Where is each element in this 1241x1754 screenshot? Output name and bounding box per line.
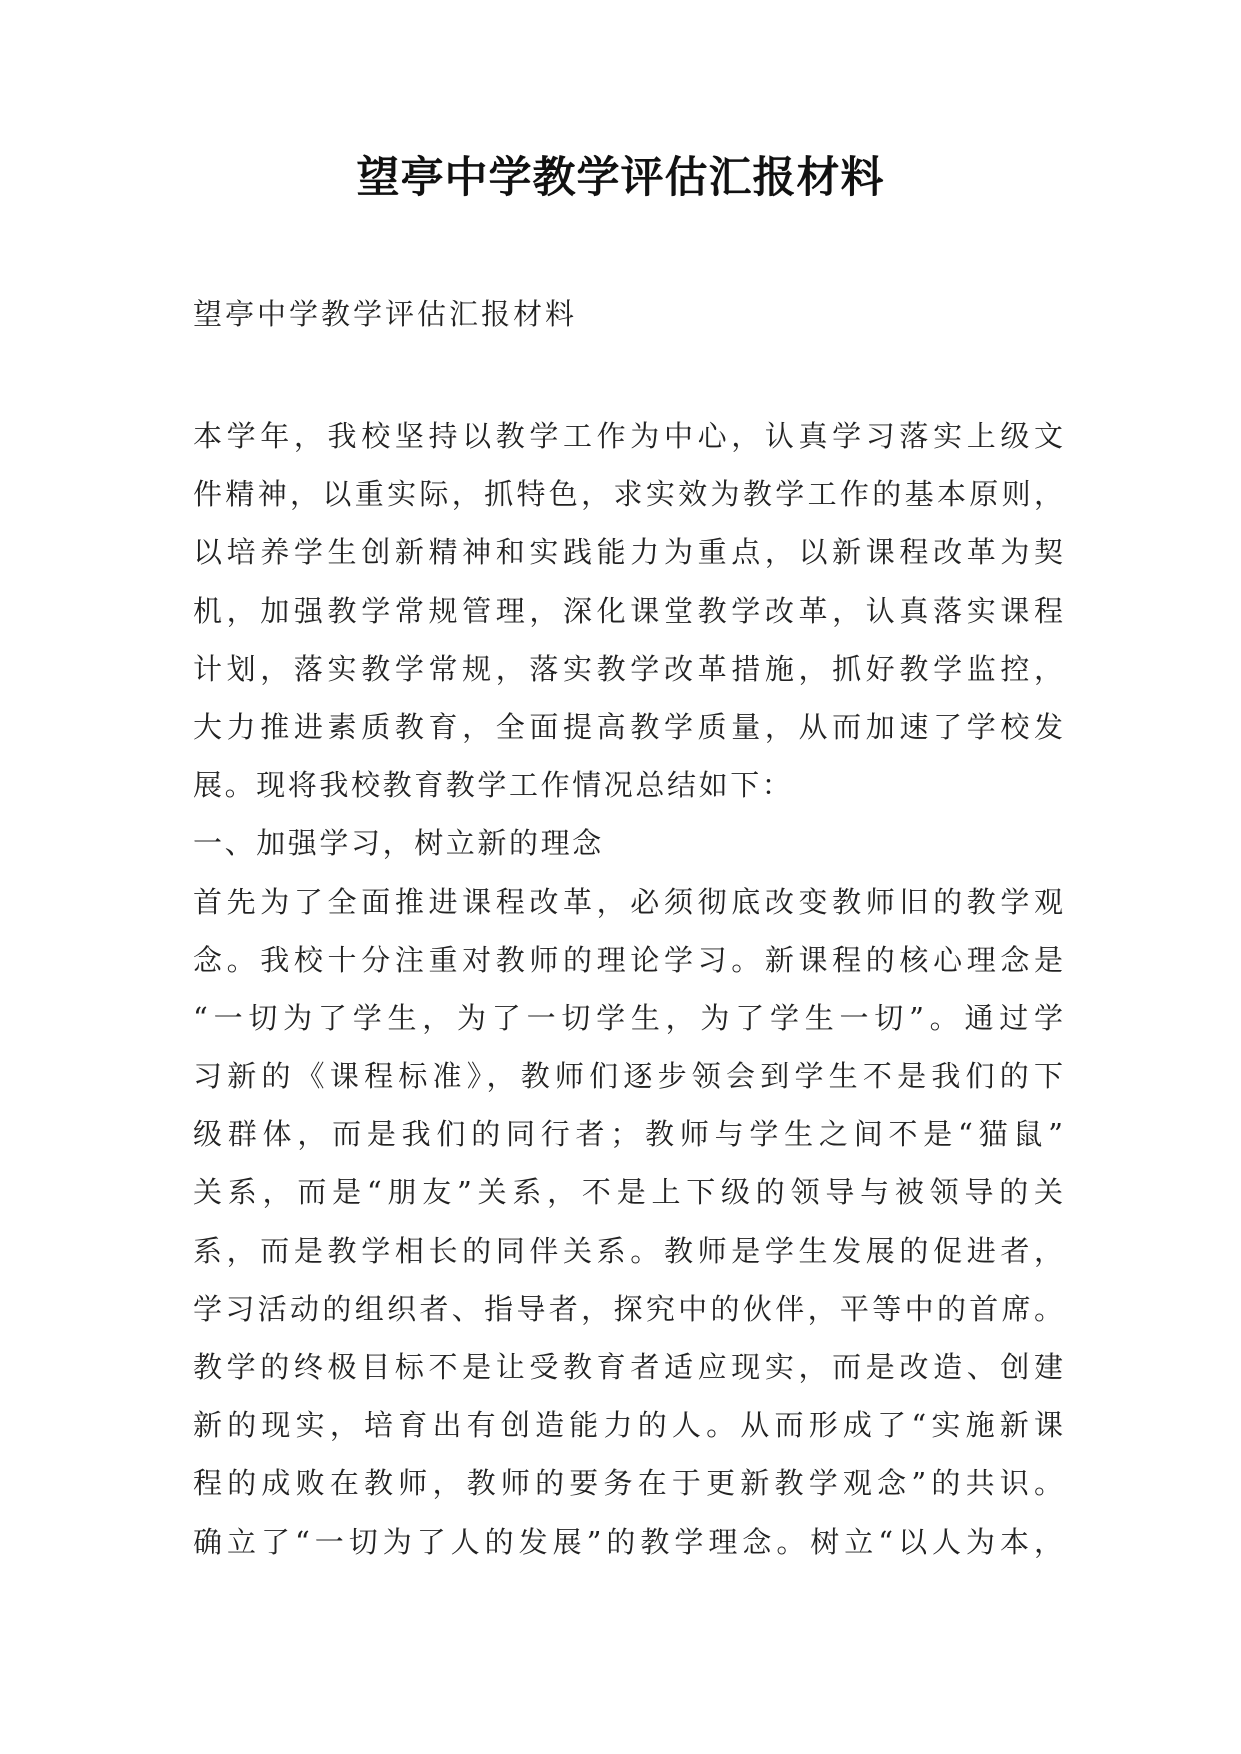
document-body [193, 407, 1063, 1571]
document-subtitle: 望亭中学教学评估汇报材料 [193, 297, 578, 331]
body-line: 本学年，我校坚持以教学工作为中心，认真学习落实上级文 [193, 419, 1063, 453]
body-line: 以培养学生创新精神和实践能力为重点，以新课程改革为契 [193, 535, 1063, 570]
body-line: 程的成败在教师，教师的要务在于更新教学观念”的共识。 [193, 1466, 1063, 1501]
body-line: 计划，落实教学常规，落实教学改革措施，抓好教学监控， [193, 651, 1063, 686]
body-line: 习新的《课程标准》，教师们逐步领会到学生不是我们的下 [193, 1059, 1063, 1094]
body-line: 件精神，以重实际，抓特色，求实效为教学工作的基本原则， [193, 477, 1063, 512]
body-line: 新的现实，培育出有创造能力的人。从而形成了“实施新课 [193, 1408, 1063, 1443]
body-line: 级群体，而是我们的同行者；教师与学生之间不是“猫鼠” [193, 1117, 1063, 1152]
body-line: 展。现将我校教育教学工作情况总结如下： [193, 768, 794, 803]
body-line: “一切为了学生，为了一切学生，为了学生一切”。通过学 [193, 1000, 1063, 1035]
body-line: 确立了“一切为了人的发展”的教学理念。树立“以人为本， [193, 1524, 1063, 1559]
document-title: 望亭中学教学评估汇报材料 [356, 153, 885, 203]
body-line: 念。我校十分注重对教师的理论学习。新课程的核心理念是 [193, 942, 1063, 977]
body-line: 学习活动的组织者、指导者，探究中的伙伴，平等中的首席。 [193, 1291, 1063, 1326]
body-line: 教学的终极目标不是让受教育者适应现实，而是改造、创建 [193, 1350, 1063, 1384]
body-line: 关系，而是“朋友”关系，不是上下级的领导与被领导的关 [193, 1175, 1063, 1210]
body-line: 大力推进素质教育，全面提高教学质量，从而加速了学校发 [193, 709, 1063, 744]
body-line: 系，而是教学相长的同伴关系。教师是学生发展的促进者， [193, 1233, 1063, 1268]
body-line: 首先为了全面推进课程改革，必须彻底改变教师旧的教学观 [193, 884, 1063, 919]
body-line: 机，加强教学常规管理，深化课堂教学改革，认真落实课程 [193, 593, 1063, 628]
section-heading: 一、加强学习，树立新的理念 [193, 826, 604, 861]
